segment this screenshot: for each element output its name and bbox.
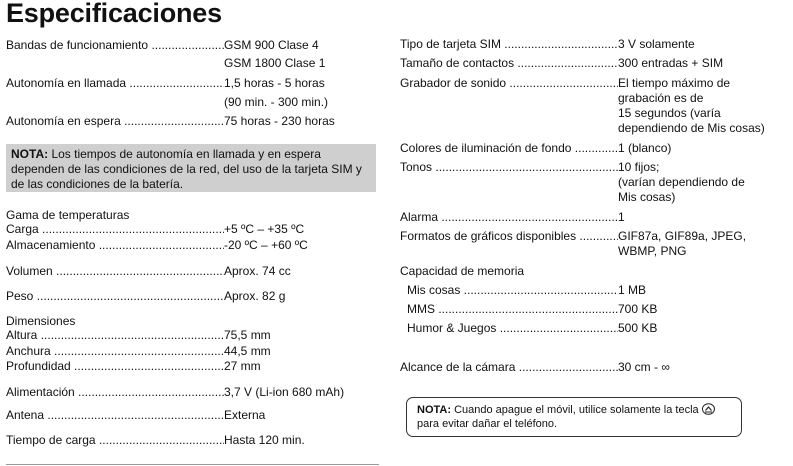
spec-value: 1 (blanco) bbox=[618, 141, 672, 155]
spec-value: GIF87a, GIF89a, JPEG, bbox=[618, 229, 747, 243]
spec-value: 500 KB bbox=[618, 321, 658, 335]
spec-value: 10 fijos; bbox=[618, 160, 660, 174]
spec-value: GSM 1800 Clase 1 bbox=[224, 56, 326, 70]
note-label: NOTA: bbox=[11, 147, 49, 161]
spec-value: 30 cm - ∞ bbox=[618, 360, 670, 374]
spec-value: 15 segundos (varía bbox=[618, 106, 721, 120]
note-text: Cuando apague el móvil, utilice solamente la tecla bbox=[451, 404, 702, 416]
spec-value: (90 min. - 300 min.) bbox=[224, 95, 329, 109]
spec-label: Alcance de la cámara ..... bbox=[400, 360, 618, 374]
spec-value: 27 mm bbox=[224, 359, 261, 373]
spec-value: Hasta 120 min. bbox=[224, 433, 305, 447]
memory-heading: Capacidad de memoria bbox=[400, 264, 525, 278]
spec-label: Carga ..... bbox=[6, 222, 224, 236]
spec-value: 44,5 mm bbox=[224, 344, 271, 358]
note-label: NOTA: bbox=[417, 404, 452, 416]
spec-value: dependiendo de Mis cosas) bbox=[618, 121, 765, 135]
spec-label: Tipo de tarjeta SIM ..... bbox=[400, 37, 618, 51]
spec-label: MMS ..... bbox=[407, 302, 618, 316]
spec-label: Colores de iluminación de fondo ..... bbox=[400, 141, 618, 155]
spec-value: 75,5 mm bbox=[224, 328, 271, 342]
dimensions-heading: Dimensiones bbox=[6, 314, 76, 328]
spec-label: Autonomía en llamada ..... bbox=[6, 76, 224, 90]
spec-value: 700 KB bbox=[618, 302, 658, 316]
battery-note bbox=[6, 144, 376, 192]
spec-label: Tamaño de contactos ..... bbox=[400, 56, 618, 70]
spec-value: +5 ºC – +35 ºC bbox=[224, 222, 305, 236]
spec-label: Tiempo de carga ..... bbox=[6, 433, 224, 447]
spec-label: Alarma ..... bbox=[400, 210, 618, 224]
spec-label: Humor & Juegos ..... bbox=[407, 321, 618, 335]
spec-label: Formatos de gráficos disponibles ..... bbox=[400, 229, 618, 243]
spec-value: WBMP, PNG bbox=[618, 244, 687, 258]
spec-value: Externa bbox=[224, 408, 266, 422]
spec-label: Bandas de funcionamiento ..... bbox=[6, 38, 224, 52]
spec-label: Mis cosas ..... bbox=[407, 283, 618, 297]
spec-value: 3,7 V (Li-ion 680 mAh) bbox=[224, 385, 345, 399]
temperature-heading: Gama de temperaturas bbox=[6, 208, 130, 222]
note-text: Los tiempos de autonomía en llamada y en espera dependen de las condiciones de la red, del uso de la tarjeta SIM y de las condiciones de la batería. bbox=[11, 147, 362, 191]
spec-label: Profundidad ..... bbox=[6, 359, 224, 373]
spec-label: Peso ..... bbox=[6, 289, 224, 303]
bottom-divider bbox=[6, 464, 379, 465]
spec-value: 75 horas - 230 horas bbox=[224, 114, 335, 128]
spec-value: El tiempo máximo de bbox=[618, 76, 731, 90]
spec-label: Volumen ..... bbox=[6, 264, 224, 278]
spec-label: Alimentación ..... bbox=[6, 385, 224, 399]
power-off-note bbox=[406, 397, 742, 437]
spec-value: Mis cosas) bbox=[618, 190, 676, 204]
note-text: para evitar dañar el teléfono. bbox=[417, 418, 558, 430]
spec-value: 3 V solamente bbox=[618, 37, 695, 51]
spec-value: 1 bbox=[618, 210, 625, 224]
spec-label: Antena ..... bbox=[6, 408, 224, 422]
spec-value: 1,5 horas - 5 horas bbox=[224, 76, 325, 90]
spec-value: grabación es de bbox=[618, 91, 704, 105]
spec-value: 1 MB bbox=[618, 283, 647, 297]
spec-label: Autonomía en espera ..... bbox=[6, 114, 224, 128]
power-key-icon bbox=[702, 403, 715, 415]
spec-label: Grabador de sonido ..... bbox=[400, 76, 618, 90]
spec-value: 300 entradas + SIM bbox=[618, 56, 724, 70]
spec-value: (varían dependiendo de bbox=[618, 175, 745, 189]
spec-value: -20 ºC – +60 ºC bbox=[224, 238, 308, 252]
spec-value: GSM 900 Clase 4 bbox=[224, 38, 319, 52]
spec-label: Almacenamiento ..... bbox=[6, 238, 224, 252]
page-title: Especificaciones bbox=[6, 0, 222, 28]
spec-value: Aprox. 74 cc bbox=[224, 264, 291, 278]
spec-label: Tonos ..... bbox=[400, 160, 618, 174]
spec-label: Altura ..... bbox=[6, 328, 224, 342]
spec-label: Anchura ..... bbox=[6, 344, 224, 358]
spec-value: Aprox. 82 g bbox=[224, 289, 286, 303]
